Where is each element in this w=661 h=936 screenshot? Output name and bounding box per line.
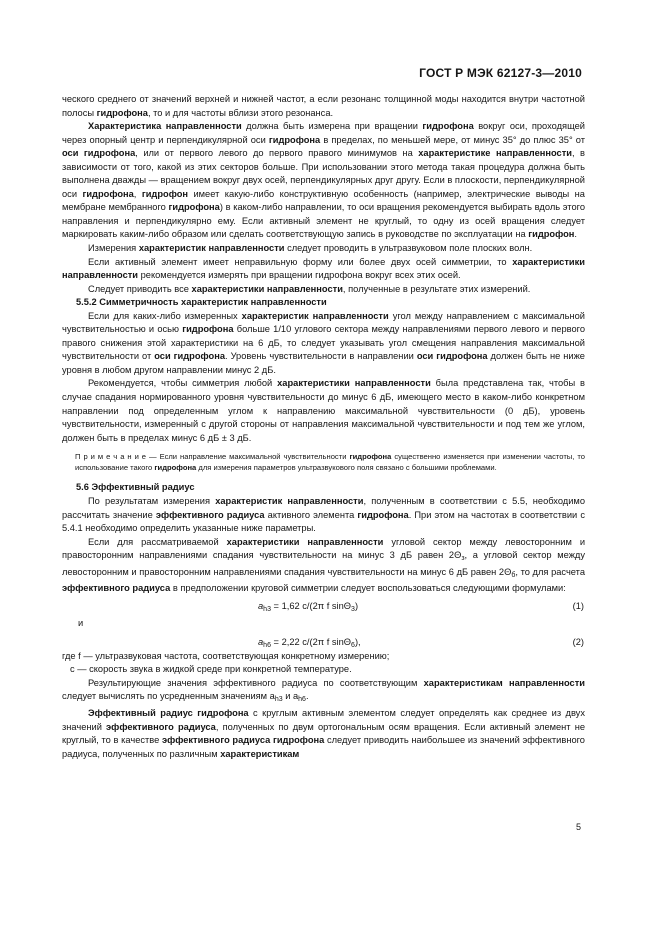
formula-expression: $a_{h3} = 1,62$ c/(2π f sinΘ$_3$): [258, 600, 359, 613]
page-number: 5: [575, 822, 581, 832]
paragraph: Характеристика направленности должна быть измерена при вращении гидрофона вокруг оси, проходящей через опорный центр и перпендикулярной оси гидрофона в пределах, по меньшей мере, от минус 35° до плюс 35° от оси гидрофона, или от первого левого до первого правого минимумов на характеристике направленности, в зависимости от того, какой из этих секторов больше. При использовании этого метода такая процедура должна быть выполнена дважды — вращением вокруг двух осей, перпендикулярных друг другу. Если в плоскости, перпендикулярной оси гидрофона, гидрофон имеет какую-либо конструктивную особенность (например, электрические выводы на мембране мембранного гидрофона) в каком-либо направлении, то оси вращения рекомендуется выбирать вдоль этого направления и перпендикулярно ему. Если активный элемент не круглый, то одну из осей вращения следует маркировать каким-либо образом или сделать соответствующую запись в руководстве по эксплуатации на гидрофон.: [62, 121, 586, 240]
formula-expression: $a_{h6} = 2,22$ c/(2π f sinΘ$_6$),: [258, 636, 361, 649]
paragraph: Результирующие значения эффективного радиуса по соответствующим характеристикам направленности следует вычислять по усредненным значениям $a_{h3}$ и $a_{h6}$.: [62, 677, 585, 704]
note: П р и м е ч а н и е — Если направление максимальной чувствительности гидрофона существенно изменяется при изменении частоты, то использование такого гидрофона для измерения параметров ультразвукового поля связано с большими проблемами.: [75, 452, 585, 472]
paragraph: Если для рассматриваемой характеристики направленности угловой сектор между левосторонним и правосторонним направлениями спадания чувствительности на минус 3 дБ равен $2\Theta_з$, а угловой сектор между левосторонним и правосторонним направлениями спадания чувствительности на минус 6 дБ равен $2\Theta_б$, то для расчета эффективного радиуса в предположении круговой симметрии следует воспользоваться следующими формулами:: [62, 536, 586, 594]
formula-2: [62, 632, 585, 650]
section-heading-5-6: 5.6 Эффективный радиус: [76, 482, 195, 493]
connector-text: и: [78, 617, 84, 628]
page-header: ГОСТ Р МЭК 62127-3—2010: [419, 66, 582, 80]
paragraph: По результатам измерения характеристик направленности, полученным в соответствии с 5.5, необходимо рассчитать значение эффективного радиуса активного элемента гидрофона. При этом на частотах в соответствии с 5.4.1 необходимо определить указанные ниже параметры.: [62, 495, 585, 534]
formula-1: [62, 596, 585, 614]
paragraph: ческого среднего от значений верхней и нижней частот, а если резонанс толщинной моды находится внутри частотной полосы гидрофона, то и для частоты вблизи этого резонанса.: [62, 94, 585, 118]
formula-number: (2): [572, 636, 584, 647]
paragraph: Следует приводить все характеристики направленности, полученные в результате этих измерений.: [88, 283, 531, 294]
section-heading-5-5-2: 5.5.2 Симметричность характеристик направленности: [76, 297, 327, 308]
document-body: [62, 93, 585, 761]
paragraph: Если активный элемент имеет неправильную форму или более двух осей симметрии, то характеристики направленности рекомендуется измерять при вращении гидрофона вокруг всех этих осей.: [62, 256, 585, 281]
formula-number: (1): [572, 600, 584, 611]
formula-legend: где f — ультразвуковая частота, соответствующая конкретному измерению;: [62, 650, 390, 661]
paragraph: Эффективный радиус гидрофона с круглым активным элементом следует определять как среднее из двух значений эффективного радиуса, полученных по двум ортогональным осям вращения. Если активный элемент не круглый, то в качестве эффективного радиуса гидрофона следует приводить наибольшее из значений эффективного радиуса, полученных по различным характеристикам: [62, 707, 585, 759]
paragraph: Измерения характеристик направленности следует проводить в ультразвуковом поле плоских волн.: [88, 243, 533, 254]
formula-legend: c — скорость звука в жидкой среде при конкретной температуре.: [70, 664, 352, 675]
paragraph: Если для каких-либо измеренных характеристик направленности угол между направлением с максимальной чувствительностью и осью гидрофона больше 1/10 углового сектора между направлениями первого левого и первого правого снижения этой характеристики на 6 дБ, то следует указывать угол смещения направления максимальной чувствительности от оси гидрофона. Уровень чувствительности в направлении оси гидрофона должен быть не ниже уровня в любом другом направлении минус 2 дБ.: [62, 310, 585, 375]
paragraph: Рекомендуется, чтобы симметрия любой характеристики направленности была представлена так, чтобы в случае спадания нормированного уровня чувствительности до минус 6 дБ, имеющего место в каком-либо конкретном направлении под определенным углом к направлению максимальной чувствительности (0 дБ), уровень чувствительности, измеренный с другой стороны от направления максимальной чувствительности и под тем же углом, должен быть в пределах минус 6 дБ ± 3 дБ.: [62, 378, 585, 443]
